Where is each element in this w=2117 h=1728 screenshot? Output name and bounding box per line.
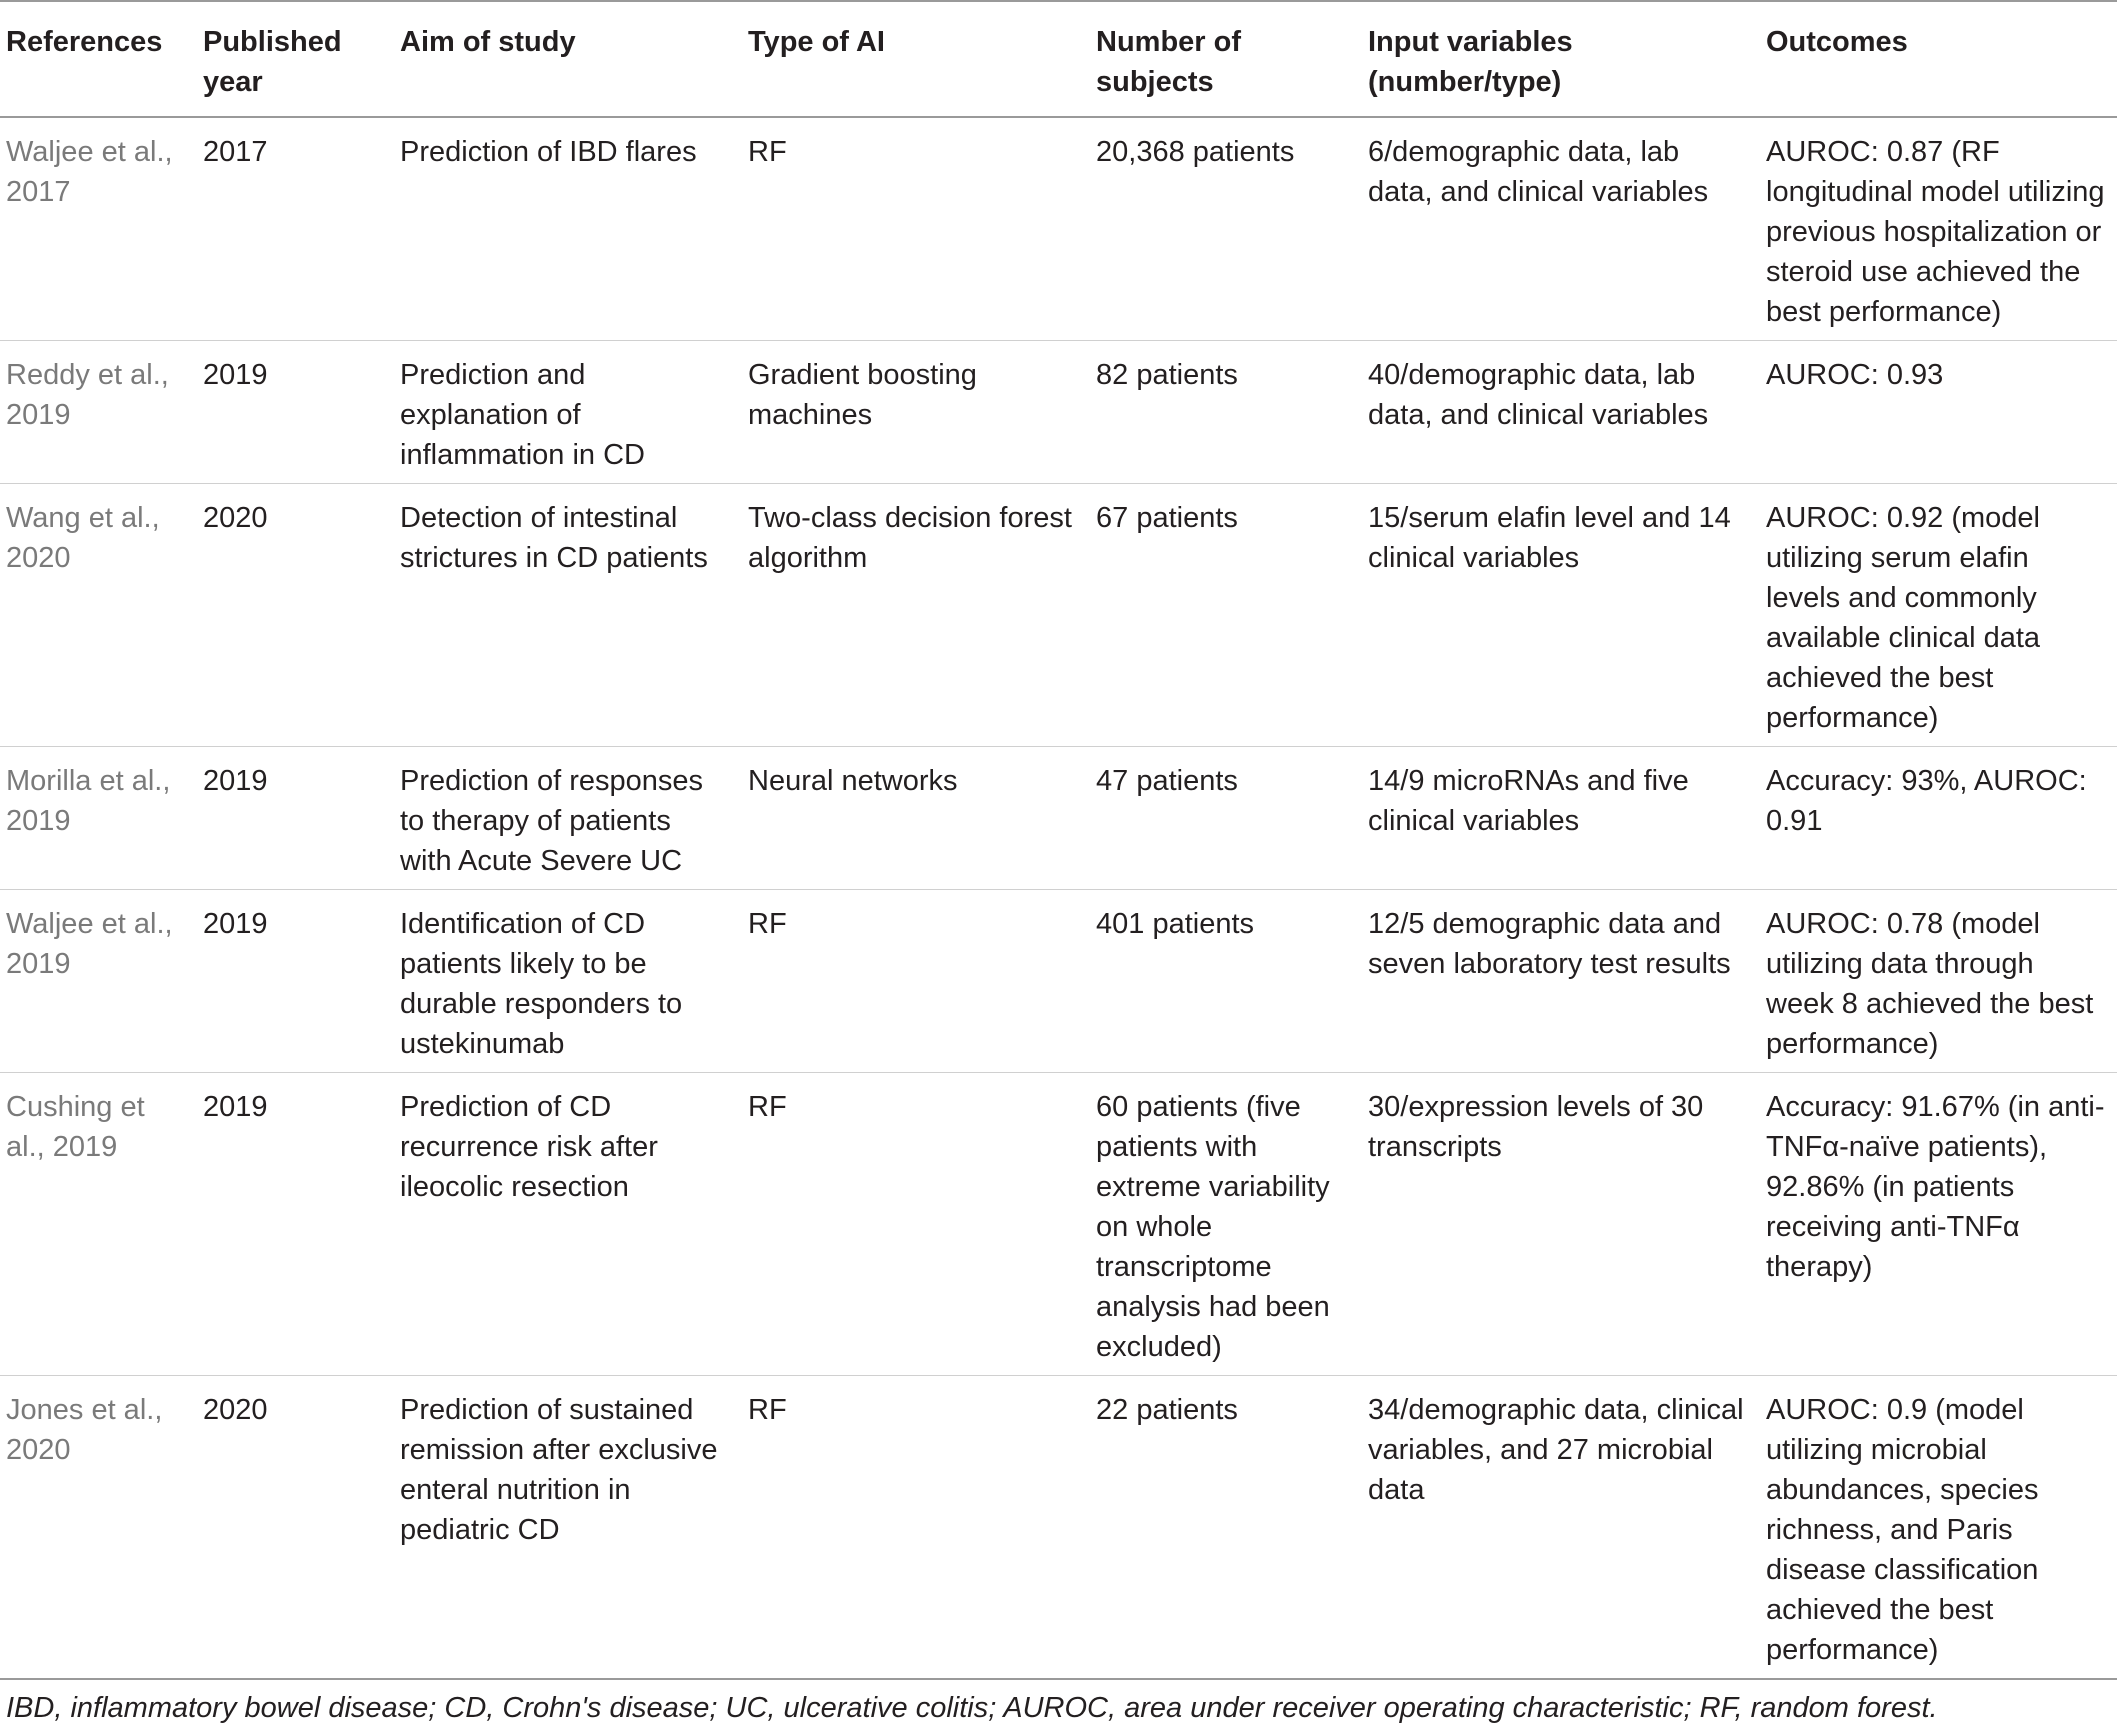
cell-type: Gradient boosting machines [748, 359, 977, 431]
header-type: Type of AI [748, 26, 885, 58]
table-row [0, 747, 2117, 890]
table-row [0, 341, 2117, 484]
table-footnote: IBD, inflammatory bowel disease; CD, Crohn's disease; UC, ulcerative colitis; AUROC, area under receiver operating characteristic; RF, random forest. [6, 1692, 1938, 1724]
cell-aim: Prediction of CD recurrence risk after ileocolic resection [400, 1091, 658, 1203]
cell-outcomes: Accuracy: 93%, AUROC: 0.91 [1766, 765, 2087, 837]
cell-year: 2019 [203, 1091, 268, 1123]
cell-outcomes: AUROC: 0.9 (model utilizing microbial abundances, species richness, and Paris disease classification achieved the best performance) [1766, 1394, 2039, 1666]
cell-references: Waljee et al., 2017 [6, 136, 173, 208]
cell-subjects: 20,368 patients [1096, 136, 1295, 168]
cell-subjects: 47 patients [1096, 765, 1238, 797]
cell-type: Two-class decision forest algorithm [748, 502, 1072, 574]
cell-aim: Prediction and explanation of inflammation in CD [400, 359, 645, 471]
header-outcomes: Outcomes [1766, 26, 1908, 58]
cell-aim: Detection of intestinal strictures in CD patients [400, 502, 708, 574]
cell-outcomes: AUROC: 0.93 [1766, 359, 1944, 391]
cell-year: 2017 [203, 136, 268, 168]
cell-outcomes: AUROC: 0.92 (model utilizing serum elafin levels and commonly available clinical data achieved the best performance) [1766, 502, 2041, 734]
cell-input: 30/expression levels of 30 transcripts [1368, 1091, 1704, 1163]
header-aim: Aim of study [400, 26, 576, 58]
cell-subjects: 67 patients [1096, 502, 1238, 534]
table-body [0, 117, 2117, 1679]
table-header [0, 1, 2117, 117]
cell-input: 40/demographic data, lab data, and clinical variables [1368, 359, 1709, 431]
cell-references: Jones et al., 2020 [6, 1394, 163, 1466]
header-references: References [6, 26, 163, 58]
cell-subjects: 60 patients (five patients with extreme variability on whole transcriptome analysis had been excluded) [1096, 1091, 1330, 1363]
cell-input: 14/9 microRNAs and five clinical variables [1368, 765, 1689, 837]
cell-outcomes: Accuracy: 91.67% (in anti-TNFα-naïve patients), 92.86% (in patients receiving anti-TNFα therapy) [1766, 1091, 2105, 1283]
cell-references: Reddy et al., 2019 [6, 359, 169, 431]
cell-input: 6/demographic data, lab data, and clinical variables [1368, 136, 1709, 208]
cell-references: Waljee et al., 2019 [6, 908, 173, 980]
header-year: Published year [203, 26, 342, 98]
header-row [0, 1, 2117, 117]
cell-aim: Prediction of sustained remission after exclusive enteral nutrition in pediatric CD [400, 1394, 718, 1546]
header-input: Input variables (number/type) [1368, 26, 1573, 98]
cell-aim: Prediction of IBD flares [400, 136, 697, 168]
cell-year: 2019 [203, 908, 268, 940]
cell-subjects: 401 patients [1096, 908, 1255, 940]
cell-outcomes: AUROC: 0.78 (model utilizing data through week 8 achieved the best performance) [1766, 908, 2094, 1060]
cell-subjects: 82 patients [1096, 359, 1238, 391]
table-row [0, 1376, 2117, 1680]
cell-type: RF [748, 136, 787, 168]
cell-type: RF [748, 908, 787, 940]
cell-outcomes: AUROC: 0.87 (RF longitudinal model utilizing previous hospitalization or steroid use achieved the best performance) [1766, 136, 2105, 328]
cell-references: Cushing et al., 2019 [6, 1091, 145, 1163]
cell-type: RF [748, 1091, 787, 1123]
header-subjects: Number of subjects [1096, 26, 1241, 98]
cell-year: 2020 [203, 502, 268, 534]
table-row [0, 484, 2117, 747]
cell-year: 2019 [203, 359, 268, 391]
cell-references: Morilla et al., 2019 [6, 765, 171, 837]
cell-input: 34/demographic data, clinical variables, and 27 microbial data [1368, 1394, 1744, 1506]
cell-references: Wang et al., 2020 [6, 502, 160, 574]
cell-type: RF [748, 1394, 787, 1426]
cell-input: 15/serum elafin level and 14 clinical variables [1368, 502, 1731, 574]
cell-subjects: 22 patients [1096, 1394, 1238, 1426]
table-row [0, 890, 2117, 1073]
cell-type: Neural networks [748, 765, 958, 797]
table-row [0, 1073, 2117, 1376]
cell-year: 2019 [203, 765, 268, 797]
table-row [0, 117, 2117, 341]
cell-year: 2020 [203, 1394, 268, 1426]
cell-aim: Identification of CD patients likely to be durable responders to ustekinumab [400, 908, 683, 1060]
cell-aim: Prediction of responses to therapy of patients with Acute Severe UC [400, 765, 704, 877]
cell-input: 12/5 demographic data and seven laboratory test results [1368, 908, 1731, 980]
